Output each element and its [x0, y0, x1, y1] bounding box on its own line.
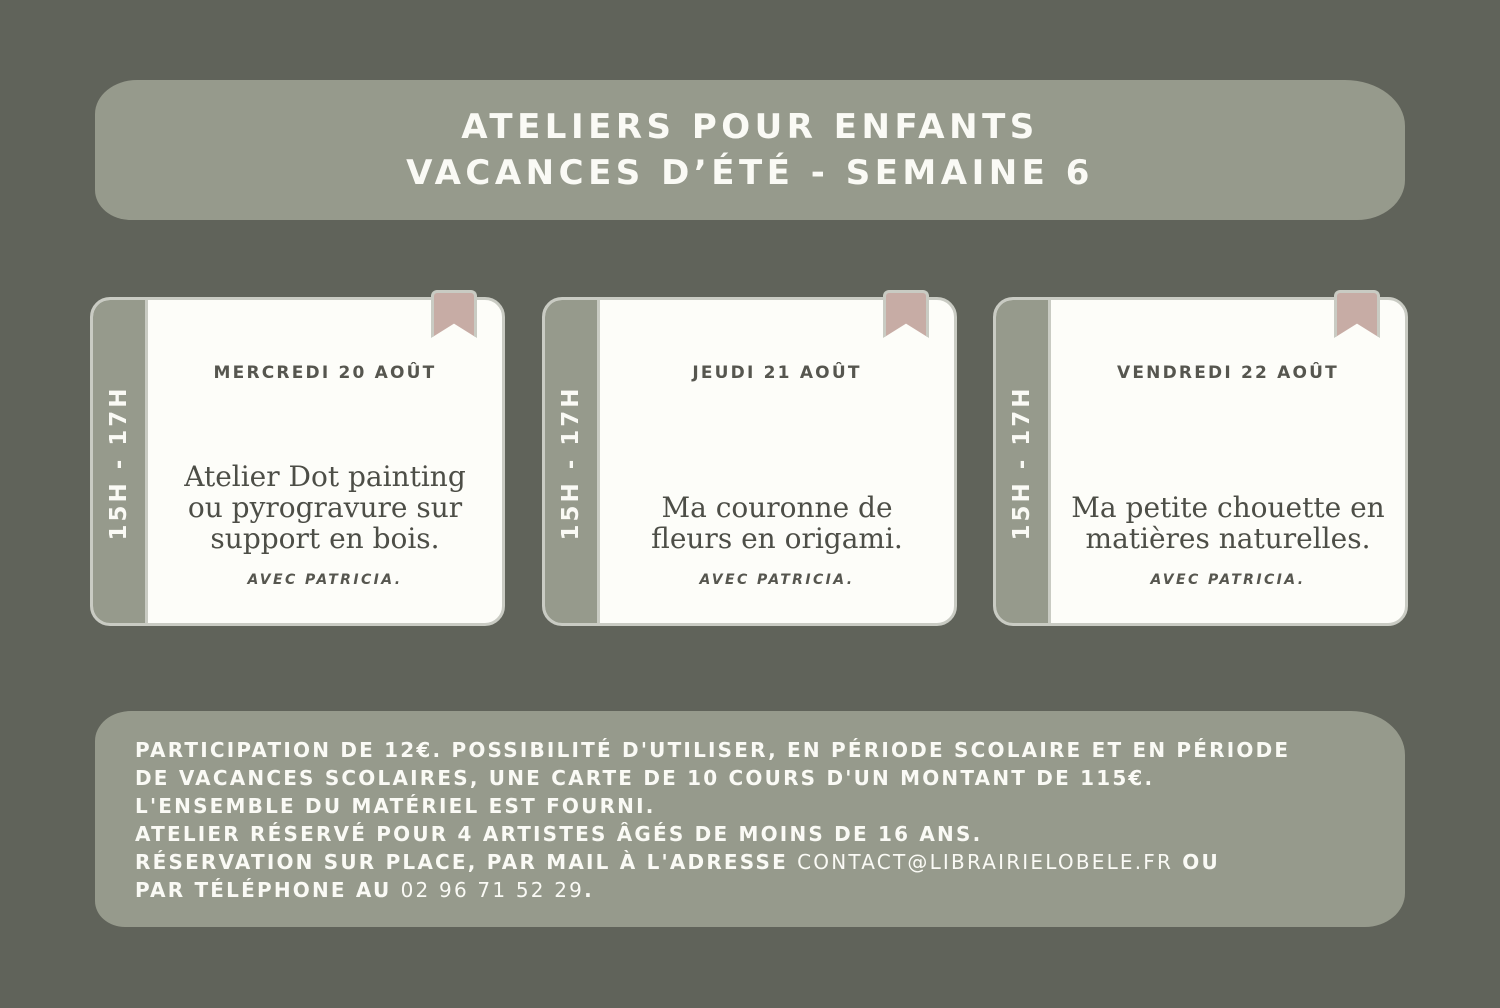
activity-line: Ma couronne de — [661, 491, 893, 524]
info-text-prefix: RÉSERVATION SUR PLACE, PAR MAIL À L'ADRESSE — [135, 850, 798, 874]
activity-line: support en bois. — [210, 522, 440, 555]
activity-line: Ma petite chouette en — [1071, 491, 1385, 524]
info-line — [135, 848, 1385, 876]
activity-line: ou pyrogravure sur — [187, 491, 463, 524]
workshop-day: VENDREDI 22 AOÛT — [1117, 363, 1339, 383]
workshop-card-2 — [542, 297, 957, 626]
workshop-card-3 — [993, 297, 1408, 626]
info-text-suffix: . — [584, 878, 594, 902]
workshop-day: JEUDI 21 AOÛT — [692, 363, 862, 383]
workshop-card-1 — [90, 297, 505, 626]
info-line: PARTICIPATION DE 12€. POSSIBILITÉ D'UTILISER, EN PÉRIODE SCOLAIRE ET EN PÉRIODE — [135, 738, 1291, 762]
workshop-time: 15H - 17H — [106, 385, 132, 541]
workshop-activity — [600, 300, 954, 554]
workshop-time: 15H - 17H — [1009, 385, 1035, 541]
info-text-suffix: OU — [1173, 850, 1220, 874]
info-line: ATELIER RÉSERVÉ POUR 4 ARTISTES ÂGÉS DE MOINS DE 16 ANS. — [135, 822, 983, 846]
contact-email-link[interactable]: CONTACT@LIBRAIRIELOBELE.FR — [797, 850, 1174, 874]
info-line — [135, 876, 1385, 904]
workshop-activity — [1051, 300, 1405, 554]
page-title — [95, 104, 1405, 196]
contact-phone-link[interactable]: 02 96 71 52 29 — [400, 878, 585, 902]
activity-line: matières naturelles. — [1085, 522, 1371, 555]
info-text — [135, 736, 1385, 904]
info-line: L'ENSEMBLE DU MATÉRIEL EST FOURNI. — [135, 794, 656, 818]
workshop-activity — [148, 300, 502, 554]
activity-line: fleurs en origami. — [651, 522, 903, 555]
info-line: DE VACANCES SCOLAIRES, UNE CARTE DE 10 COURS D'UN MONTANT DE 115€. — [135, 766, 1155, 790]
workshop-time: 15H - 17H — [558, 385, 584, 541]
title-line-1: ATELIERS POUR ENFANTS — [461, 107, 1039, 147]
info-text-prefix: PAR TÉLÉPHONE AU — [135, 878, 401, 902]
workshop-day: MERCREDI 20 AOÛT — [213, 363, 437, 383]
activity-line: Atelier Dot painting — [184, 460, 466, 493]
workshop-host: AVEC PATRICIA. — [699, 572, 855, 588]
workshop-host: AVEC PATRICIA. — [247, 572, 403, 588]
title-line-2: VACANCES D’ÉTÉ - SEMAINE 6 — [406, 153, 1094, 193]
workshop-host: AVEC PATRICIA. — [1150, 572, 1306, 588]
